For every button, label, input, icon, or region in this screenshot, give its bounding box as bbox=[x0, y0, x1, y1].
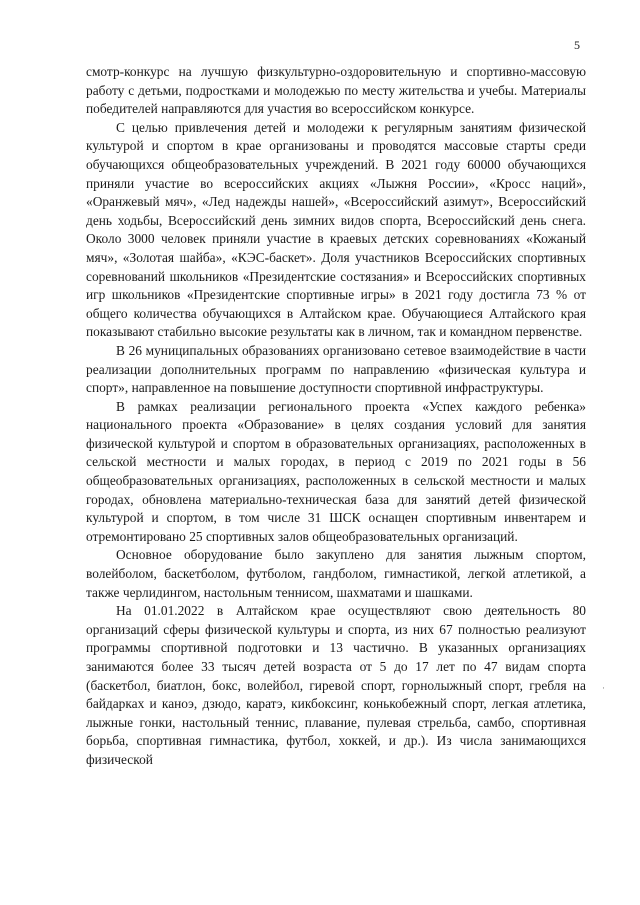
paragraph-2: С целью привлечения детей и молодежи к регулярным занятиям физической культурой и спортом в крае организованы и проводятся массовые старты среди обучающихся общеобразовательных учреждений. В 2021 году 60000 обучающихся приняли участие во всероссийских акциях «Лыжня России», «Кросс наций», «Оранжевый мяч», «Лед надежды нашей», «Всероссийский азимут», Всероссийский день ходьбы, Всероссийский день зимних видов спорта, Всероссийский день снега. Около 3000 человек приняли участие в краевых детских соревнованиях «Кожаный мяч», «Золотая шайба», «КЭС-баскет». Доля участников Всероссийских спортивных соревнований школьников «Президентские состязания» и Всероссийских спортивных игр школьников «Президентские спортивные игры» в 2021 году достигла 73 % от общего количества обучающихся в Алтайском крае. Обучающиеся Алтайского края показывают стабильно высокие результаты как в личном, так и командном первенстве. bbox=[86, 119, 586, 340]
document-body bbox=[86, 63, 586, 770]
paragraph-1: смотр-конкурс на лучшую физкультурно-оздоровительную и спортивно-массовую работу с детьми, подростками и молодежью по месту жительства и учебы. Материалы победителей направляются для участия во всероссийском конкурсе. bbox=[86, 64, 586, 117]
paragraph-3: В 26 муниципальных образованиях организовано сетевое взаимодействие в части реализации дополнительных программ по направлению «физическая культура и спорт», направленное на повышение доступности спортивной инфраструктуры. bbox=[86, 342, 586, 396]
page-number: 5 bbox=[574, 38, 580, 52]
paragraph-4: В рамках реализации регионального проекта «Успех каждого ребенка» национального проекта «Образование» в целях создания условий для занятия физической культурой и спортом в образовательных организациях, расположенных в сельской местности и малых городах, в период с 2019 по 2021 годы в 56 общеобразовательных организациях, расположенных в сельской местности и малых городах, обновлена материально-техническая база для занятий детей физической культурой и спортом, в том числе 31 ШСК оснащен спортивным инвентарем и отремонтировано 25 спортивных залов общеобразовательных организаций. bbox=[86, 398, 586, 544]
paragraph-6: На 01.01.2022 в Алтайском крае осуществляют свою деятельность 80 организаций сферы физической культуры и спорта, из них 67 полностью реализуют программы спортивной подготовки и 13 частично. В указанных организациях занимаются более 33 тысяч детей возраста от 5 до 17 лет по 47 видам спорта (баскетбол, биатлон, бокс, волейбол, гиревой спорт, горнолыжный спорт, гребля на байдарках и каноэ, дзюдо, каратэ, кикбоксинг, конькобежный спорт, легкая атлетика, лыжные гонки, настольный теннис, плавание, пулевая стрельба, самбо, спортивная борьба, спортивная гимнастика, футбол, хоккей, и др.). Из числа занимающихся физической bbox=[86, 603, 586, 767]
paragraph-5: Основное оборудование было закуплено для занятия лыжным спортом, волейболом, баскетболом, футболом, гандболом, гимнастикой, легкой атлетикой, а также черлидингом, настольным теннисом, шахматами и шашками. bbox=[86, 547, 586, 600]
margin-mark: · bbox=[602, 683, 605, 693]
